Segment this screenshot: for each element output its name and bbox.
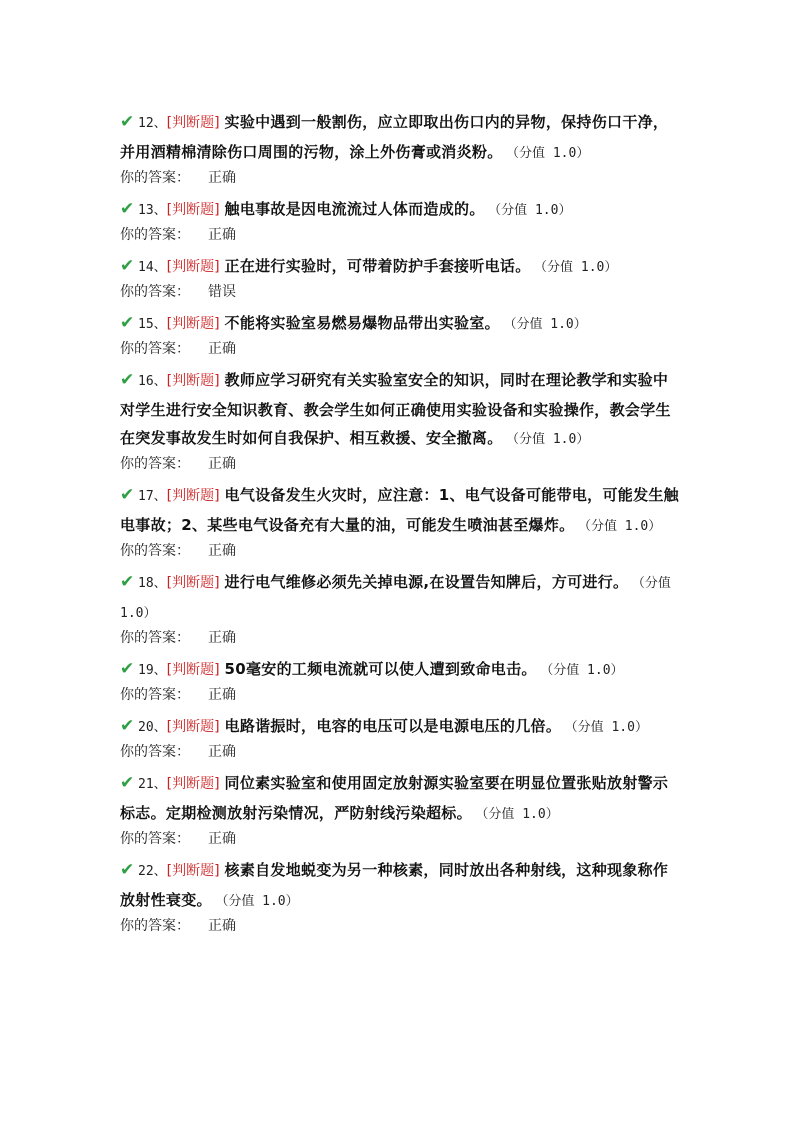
- answer-value: 正确: [208, 630, 236, 646]
- correct-check-icon: ✔: [120, 256, 135, 276]
- question-type-tag: [判断题]: [166, 316, 220, 332]
- answer-label: 你的答案：: [120, 831, 190, 847]
- question-list: [120, 108, 680, 943]
- question-score: （分值 1.0）: [481, 807, 559, 822]
- question-stem: 核素自发地蜕变为另一种核素，同时放出各种射线，这种现象称作放射性衰变。: [120, 861, 669, 909]
- correct-check-icon: ✔: [120, 199, 135, 219]
- answer-label: 你的答案：: [120, 543, 190, 559]
- correct-check-icon: ✔: [120, 370, 135, 390]
- question-stem: 不能将实验室易燃易爆物品带出实验室。: [224, 314, 500, 332]
- answer-line: [120, 685, 680, 705]
- question-number: 20、: [138, 720, 167, 735]
- question-item: [120, 655, 680, 705]
- answer-label: 你的答案：: [120, 170, 190, 186]
- answer-value: 正确: [208, 831, 236, 847]
- question-score: （分值 1.0）: [540, 260, 618, 275]
- question-item: [120, 856, 680, 936]
- question-item: [120, 195, 680, 245]
- question-number: 18、: [138, 576, 167, 591]
- question-type-tag: [判断题]: [166, 662, 220, 678]
- answer-value: 正确: [208, 170, 236, 186]
- question-score: （分值 1.0）: [546, 663, 624, 678]
- question-stem: 电路谐振时，电容的电压可以是电源电压的几倍。: [224, 717, 562, 735]
- question-number: 22、: [138, 864, 167, 879]
- question-number: 15、: [138, 317, 167, 332]
- question-type-tag: [判断题]: [166, 115, 220, 131]
- question-item: [120, 309, 680, 359]
- answer-value: 正确: [208, 227, 236, 243]
- answer-line: [120, 168, 680, 188]
- question-score: （分值 1.0）: [512, 146, 590, 161]
- question-stem: 同位素实验室和使用固定放射源实验室要在明显位置张贴放射警示标志。定期检测放射污染情况，严防射线污染超标。: [120, 774, 669, 822]
- answer-label: 你的答案：: [120, 227, 190, 243]
- answer-label: 你的答案：: [120, 284, 190, 300]
- answer-label: 你的答案：: [120, 341, 190, 357]
- answer-line: [120, 339, 680, 359]
- answer-label: 你的答案：: [120, 630, 190, 646]
- question-type-tag: [判断题]: [166, 488, 220, 504]
- question-item: [120, 769, 680, 849]
- correct-check-icon: ✔: [120, 773, 135, 793]
- answer-label: 你的答案：: [120, 918, 190, 934]
- question-stem: 教师应学习研究有关实验室安全的知识，同时在理论教学和实验中对学生进行安全知识教育、教会学生如何正确使用实验设备和实验操作，教会学生在突发事故发生时如何自我保护、相互救援、安全撤离。: [120, 371, 671, 447]
- answer-value: 正确: [208, 456, 236, 472]
- correct-check-icon: ✔: [120, 112, 135, 132]
- question-score: （分值 1.0）: [512, 432, 590, 447]
- question-number: 19、: [138, 663, 167, 678]
- correct-check-icon: ✔: [120, 659, 135, 679]
- question-score: （分值 1.0）: [120, 576, 671, 621]
- answer-line: [120, 225, 680, 245]
- answer-line: [120, 282, 680, 302]
- question-type-tag: [判断题]: [166, 575, 220, 591]
- correct-check-icon: ✔: [120, 572, 135, 592]
- correct-check-icon: ✔: [120, 860, 135, 880]
- answer-value: 正确: [208, 687, 236, 703]
- question-stem: 正在进行实验时，可带着防护手套接听电话。: [224, 257, 531, 275]
- answer-line: [120, 541, 680, 561]
- question-score: （分值 1.0）: [221, 894, 299, 909]
- answer-label: 你的答案：: [120, 744, 190, 760]
- answer-line: [120, 454, 680, 474]
- question-stem: 电气设备发生火灾时，应注意：1、电气设备可能带电，可能发生触电事故；2、某些电气设备充有大量的油，可能发生喷油甚至爆炸。: [120, 486, 679, 534]
- question-type-tag: [判断题]: [166, 202, 220, 218]
- answer-value: 正确: [208, 543, 236, 559]
- question-stem: 触电事故是因电流流过人体而造成的。: [224, 200, 485, 218]
- question-item: [120, 568, 680, 648]
- question-type-tag: [判断题]: [166, 776, 220, 792]
- question-number: 21、: [138, 777, 167, 792]
- question-type-tag: [判断题]: [166, 863, 220, 879]
- correct-check-icon: ✔: [120, 716, 135, 736]
- question-stem: 进行电气维修必须先关掉电源,在设置告知牌后，方可进行。: [224, 573, 629, 591]
- question-score: （分值 1.0）: [584, 519, 662, 534]
- question-stem: 实验中遇到一般割伤，应立即取出伤口内的异物，保持伤口干净，并用酒精棉清除伤口周围的污物，涂上外伤膏或消炎粉。: [120, 113, 669, 161]
- answer-line: [120, 829, 680, 849]
- question-type-tag: [判断题]: [166, 719, 220, 735]
- answer-line: [120, 916, 680, 936]
- answer-value: 正确: [208, 744, 236, 760]
- answer-value: 错误: [208, 284, 236, 300]
- answer-value: 正确: [208, 341, 236, 357]
- question-stem: 50毫安的工频电流就可以使人遭到致命电击。: [224, 660, 537, 678]
- question-score: （分值 1.0）: [509, 317, 587, 332]
- question-number: 14、: [138, 260, 167, 275]
- correct-check-icon: ✔: [120, 313, 135, 333]
- question-item: [120, 252, 680, 302]
- question-item: [120, 108, 680, 188]
- correct-check-icon: ✔: [120, 485, 135, 505]
- answer-label: 你的答案：: [120, 456, 190, 472]
- question-item: [120, 366, 680, 474]
- answer-line: [120, 742, 680, 762]
- question-type-tag: [判断题]: [166, 259, 220, 275]
- question-item: [120, 712, 680, 762]
- question-item: [120, 481, 680, 561]
- answer-label: 你的答案：: [120, 687, 190, 703]
- question-number: 13、: [138, 203, 167, 218]
- question-score: （分值 1.0）: [494, 203, 572, 218]
- answer-value: 正确: [208, 918, 236, 934]
- question-number: 17、: [138, 489, 167, 504]
- question-number: 16、: [138, 374, 167, 389]
- answer-line: [120, 628, 680, 648]
- question-number: 12、: [138, 116, 167, 131]
- question-score: （分值 1.0）: [571, 720, 648, 735]
- question-type-tag: [判断题]: [166, 373, 220, 389]
